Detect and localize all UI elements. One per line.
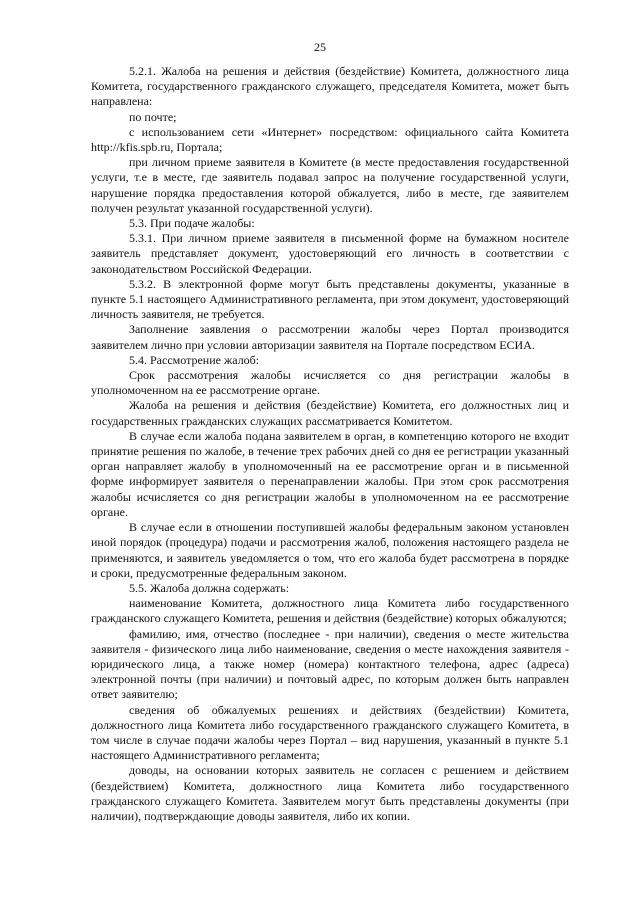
paragraph-name-of-body: наименование Комитета, должностного лица Комитета либо государственного гражданского служащего Комитета, решения и действия (бездействие) которых обжалуются; — [91, 596, 569, 626]
paragraph-5-3-1: 5.3.1. При личном приеме заявителя в письменной форме на бумажном носителе заявитель представляет документ, удостоверяющий его личность в соответствии с законодательством Российской Федерации. — [91, 231, 569, 276]
paragraph-review-by-committee: Жалоба на решения и действия (бездействие) Комитета, его должностных лиц и государственных гражданских служащих рассматривается Комитетом. — [91, 398, 569, 428]
paragraph-portal-filing: Заполнение заявления о рассмотрении жалобы через Портал производится заявителем лично при условии авторизации заявителя на Портале посредством ЕСИА. — [91, 322, 569, 352]
paragraph-appealed-decisions: сведения об обжалуемых решениях и действиях (бездействии) Комитета, должностного лица Комитета либо государственного гражданского служащего Комитета, в том числе в случае подачи жалобы через Портал – вид нарушения, указанный в пункте 5.1 настоящего Административного регламента; — [91, 702, 569, 763]
paragraph-personal-reception: при личном приеме заявителя в Комитете (в месте предоставления государственной услуги, т.е в месте, где заявитель подавал запрос на получение государственной услуги, нарушение порядка предоставления которой обжалуется, либо в месте, где заявителем получен результат указанной государственной услуги). — [91, 155, 569, 215]
page-number: 25 — [314, 40, 326, 54]
paragraph-applicant-details: фамилию, имя, отчество (последнее - при наличии), сведения о месте жительства заявителя - физического лица либо наименование, сведения о месте нахождения заявителя - юридического лица, а также номер (номера) контактного телефона, адрес (адреса) электронной почты (при наличии) и почтовый адрес, по которым должен быть направлен ответ заявителю; — [91, 626, 569, 702]
paragraph-5-3-2: 5.3.2. В электронной форме могут быть представлены документы, указанные в пункте 5.1 настоящего Административного регламента, при этом документ, удостоверяющий личность заявителя, не требуется. — [91, 276, 569, 322]
paragraph-review-term: Срок рассмотрения жалобы исчисляется со дня регистрации жалобы в уполномоченном на ее рассмотрение органе. — [91, 368, 569, 398]
paragraph-federal-law: В случае если в отношении поступившей жалобы федеральным законом установлен иной порядок (процедура) подачи и рассмотрения жалоб, положения настоящего раздела не применяются, и заявитель уведомляется о том, что его жалоба будет рассмотрена в порядке и сроки, предусмотренные федеральным законом. — [91, 520, 569, 580]
paragraph-internet: с использованием сети «Интернет» посредством: официального сайта Комитета http://kfis.spb.ru, Портала; — [91, 124, 569, 155]
paragraph-by-mail: по почте; — [129, 109, 177, 124]
paragraph-redirect: В случае если жалоба подана заявителем в орган, в компетенцию которого не входит принятие решения по жалобе, в течение трех рабочих дней со дня ее регистрации указанный орган направляет жалобу в уполномоченный на ее рассмотрение орган и в письменной форме информирует заявителя о перенаправлении жалобы. При этом срок рассмотрения жалобы исчисляется со дня регистрации жалобы в уполномоченном на ее рассмотрение органе. — [91, 428, 569, 519]
paragraph-5-2-1: 5.2.1. Жалоба на решения и действия (бездействие) Комитета, должностного лица Комитета, государственного гражданского служащего, председателя Комитета, может быть направлена: — [91, 64, 569, 109]
paragraph-5-3: 5.3. При подаче жалобы: — [129, 216, 255, 231]
document-body — [91, 64, 569, 824]
paragraph-5-4: 5.4. Рассмотрение жалоб: — [129, 352, 260, 367]
paragraph-5-5: 5.5. Жалоба должна содержать: — [129, 580, 290, 595]
paragraph-arguments: доводы, на основании которых заявитель не согласен с решением и действием (бездействием) Комитета, должностного лица Комитета либо государственного гражданского служащего Комитета. Заявителем могут быть представлены документы (при наличии), подтверждающие доводы заявителя, либо их копии. — [91, 763, 569, 823]
